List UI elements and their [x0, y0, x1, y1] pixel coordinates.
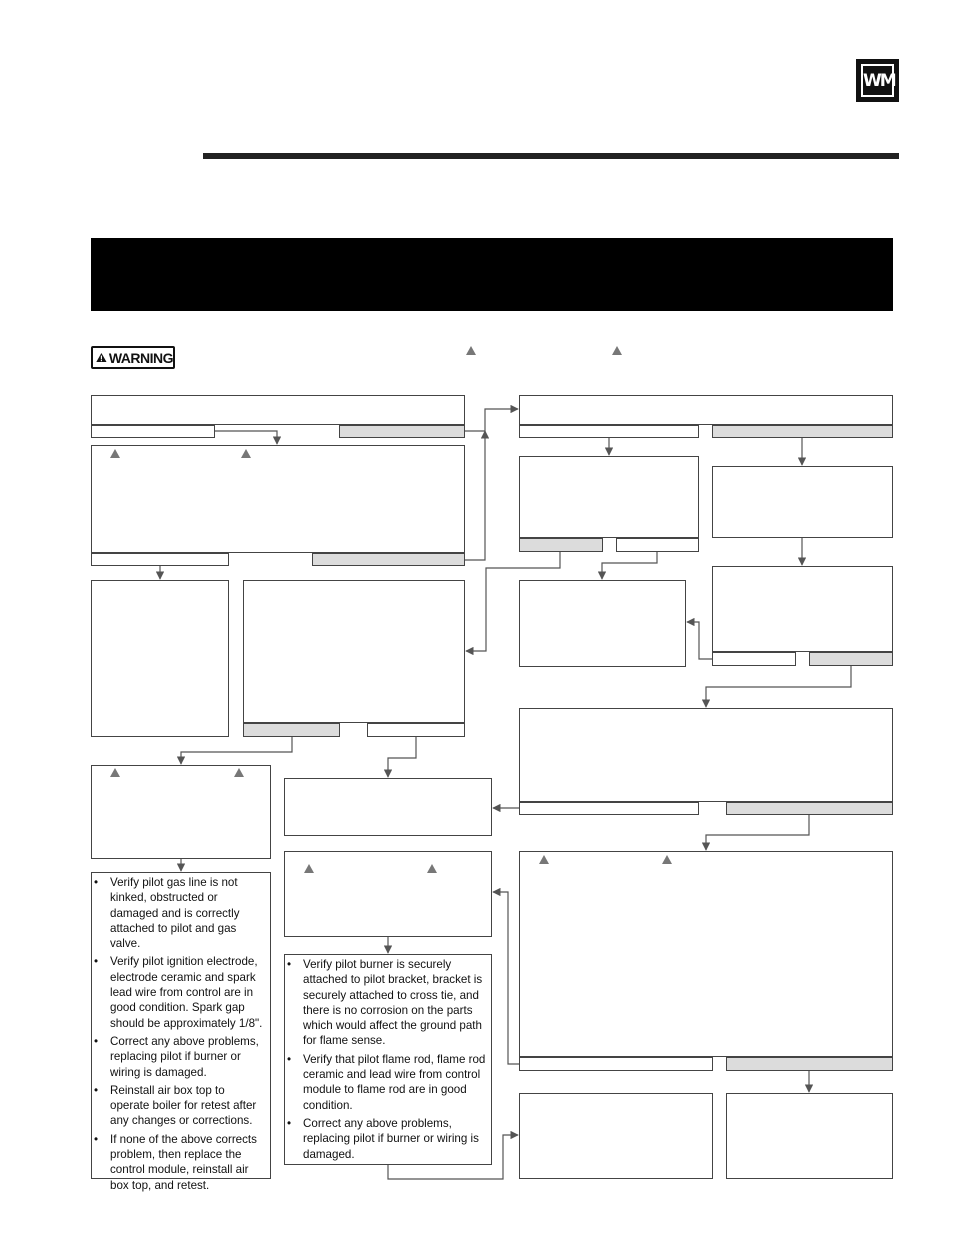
- checklist-item: • Correct any above problems, replacing pilot if burner or wiring is damaged.: [110, 1034, 266, 1080]
- logo-text: WM: [861, 64, 894, 97]
- checklist-item: • Reinstall air box top to operate boiler for retest after any changes or corrections.: [110, 1083, 266, 1129]
- checklist-item: • Verify that pilot flame rod, flame rod ceramic and lead wire from control module to flame rod are in good condition.: [303, 1052, 487, 1113]
- warning-text: WARNING: [108, 349, 173, 366]
- connector-arrow: [215, 431, 277, 444]
- checklist-item: • Verify pilot gas line is not kinked, obstructed or damaged and is correctly attached to pilot and gas valve.: [110, 875, 266, 951]
- connector-arrow: [706, 815, 809, 850]
- checklist-item: • If none of the above corrects problem, then replace the control module, reinstall air box top, and retest.: [110, 1132, 266, 1193]
- connector-arrow: [466, 552, 560, 651]
- checklist-item: • Verify pilot burner is securely attached to pilot bracket, bracket is securely attached to cross tie, and there is no corrosion on the parts which would affect the ground path for flame sense.: [303, 957, 487, 1049]
- connector-arrow: [706, 666, 851, 707]
- connector-arrow: [493, 892, 519, 1064]
- checklist-item: • Correct any above problems, replacing pilot if burner or wiring is damaged.: [303, 1116, 487, 1162]
- connector-arrow: [388, 1135, 518, 1179]
- connector-arrow: [687, 622, 712, 659]
- connector-arrow: [602, 552, 657, 579]
- checklist-item: • Verify pilot ignition electrode, electrode ceramic and spark lead wire from control are in good condition. Spark gap should be approximately 1/8".: [110, 954, 266, 1030]
- connector-arrow: [465, 409, 518, 431]
- connector-arrow: [388, 737, 416, 777]
- connector-arrow: [181, 737, 292, 764]
- connector-arrow: [465, 431, 485, 560]
